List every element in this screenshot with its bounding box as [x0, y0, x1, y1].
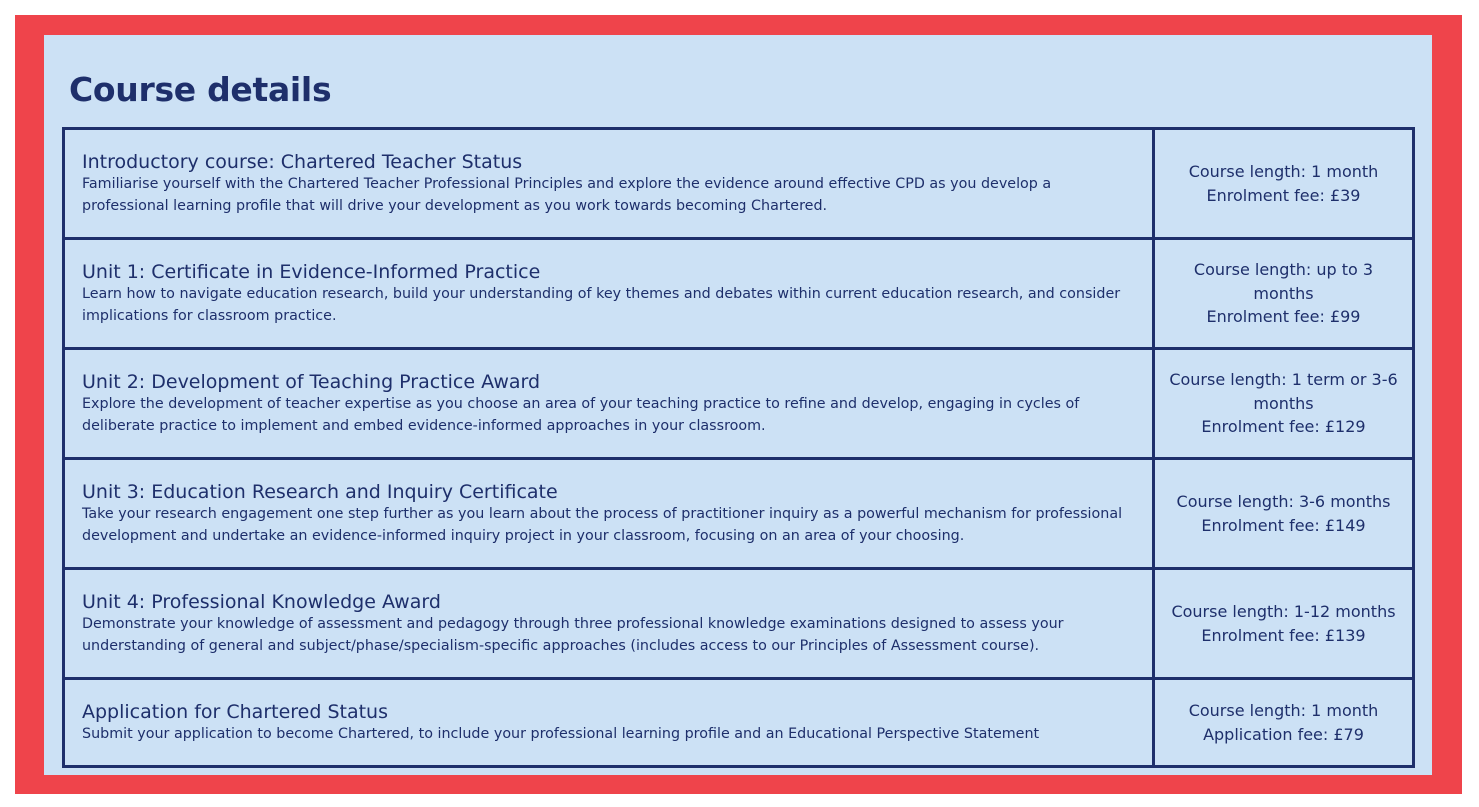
table-row — [64, 129, 1414, 239]
course-fee: Application fee: £79 — [1203, 724, 1364, 744]
course-length: Course length: 1 month — [1188, 162, 1379, 181]
course-description: Familiarise yourself with the Chartered Teacher Professional Principles and explore the evidence around effective CPD as you develop a professional learning profile that will drive your development as you work towards becoming Chartered. — [82, 176, 1052, 214]
course-details-panel — [44, 35, 1432, 775]
course-table — [62, 127, 1415, 768]
course-fee: Enrolment fee: £129 — [1201, 417, 1366, 437]
course-name: Unit 2: Development of Teaching Practice Award — [82, 371, 541, 393]
course-description: Learn how to navigate education research, build your understanding of key themes and debates within current education research, and consider implications for classroom practice. — [82, 286, 1121, 324]
course-info-cell — [1154, 569, 1414, 679]
course-description-cell — [64, 129, 1154, 239]
course-description-cell — [64, 459, 1154, 569]
course-info-cell — [1154, 129, 1414, 239]
course-length: Course length: 1 term or 3-6 months — [1169, 370, 1398, 413]
table-row — [64, 349, 1414, 459]
table-row — [64, 459, 1414, 569]
course-length: Course length: 1 month — [1188, 701, 1379, 720]
course-description: Take your research engagement one step further as you learn about the process of practitioner inquiry as a powerful mechanism for professional development and undertake an evidence-informed inquiry project in your classroom, focusing on an area of your choosing. — [82, 506, 1123, 544]
course-length: Course length: 3-6 months — [1176, 492, 1391, 511]
course-description-cell — [64, 239, 1154, 349]
table-row — [64, 679, 1414, 767]
course-fee: Enrolment fee: £149 — [1201, 515, 1366, 535]
course-description: Explore the development of teacher expertise as you choose an area of your teaching practice to refine and develop, engaging in cycles of deliberate practice to implement and embed evidence-informed approaches in your classroom. — [82, 396, 1080, 434]
course-description: Submit your application to become Chartered, to include your professional learning profile and an Educational Perspective Statement — [82, 725, 1040, 742]
course-fee: Enrolment fee: £139 — [1201, 625, 1366, 645]
course-info-cell — [1154, 349, 1414, 459]
outer-red-frame — [15, 15, 1462, 794]
course-length: Course length: up to 3 months — [1193, 260, 1374, 303]
course-fee: Enrolment fee: £99 — [1206, 307, 1361, 327]
course-description-cell — [64, 679, 1154, 767]
table-row — [64, 239, 1414, 349]
course-description-cell — [64, 349, 1154, 459]
course-name: Unit 4: Professional Knowledge Award — [82, 591, 441, 613]
course-name: Introductory course: Chartered Teacher Status — [82, 151, 523, 173]
course-info-cell — [1154, 239, 1414, 349]
table-row — [64, 569, 1414, 679]
course-fee: Enrolment fee: £39 — [1206, 185, 1361, 205]
course-length: Course length: 1-12 months — [1171, 602, 1396, 621]
course-name: Unit 1: Certificate in Evidence-Informed Practice — [82, 261, 541, 283]
course-name: Application for Chartered Status — [82, 700, 388, 723]
page-title: Course details — [69, 70, 332, 109]
course-info-cell — [1154, 679, 1414, 767]
course-info-cell — [1154, 459, 1414, 569]
course-name: Unit 3: Education Research and Inquiry Certificate — [82, 481, 558, 503]
course-description-cell — [64, 569, 1154, 679]
course-description: Demonstrate your knowledge of assessment and pedagogy through three professional knowledge examinations designed to assess your understanding of general and subject/phase/specialism-specific approaches (includes access to our Principles of Assessment course). — [82, 616, 1064, 654]
